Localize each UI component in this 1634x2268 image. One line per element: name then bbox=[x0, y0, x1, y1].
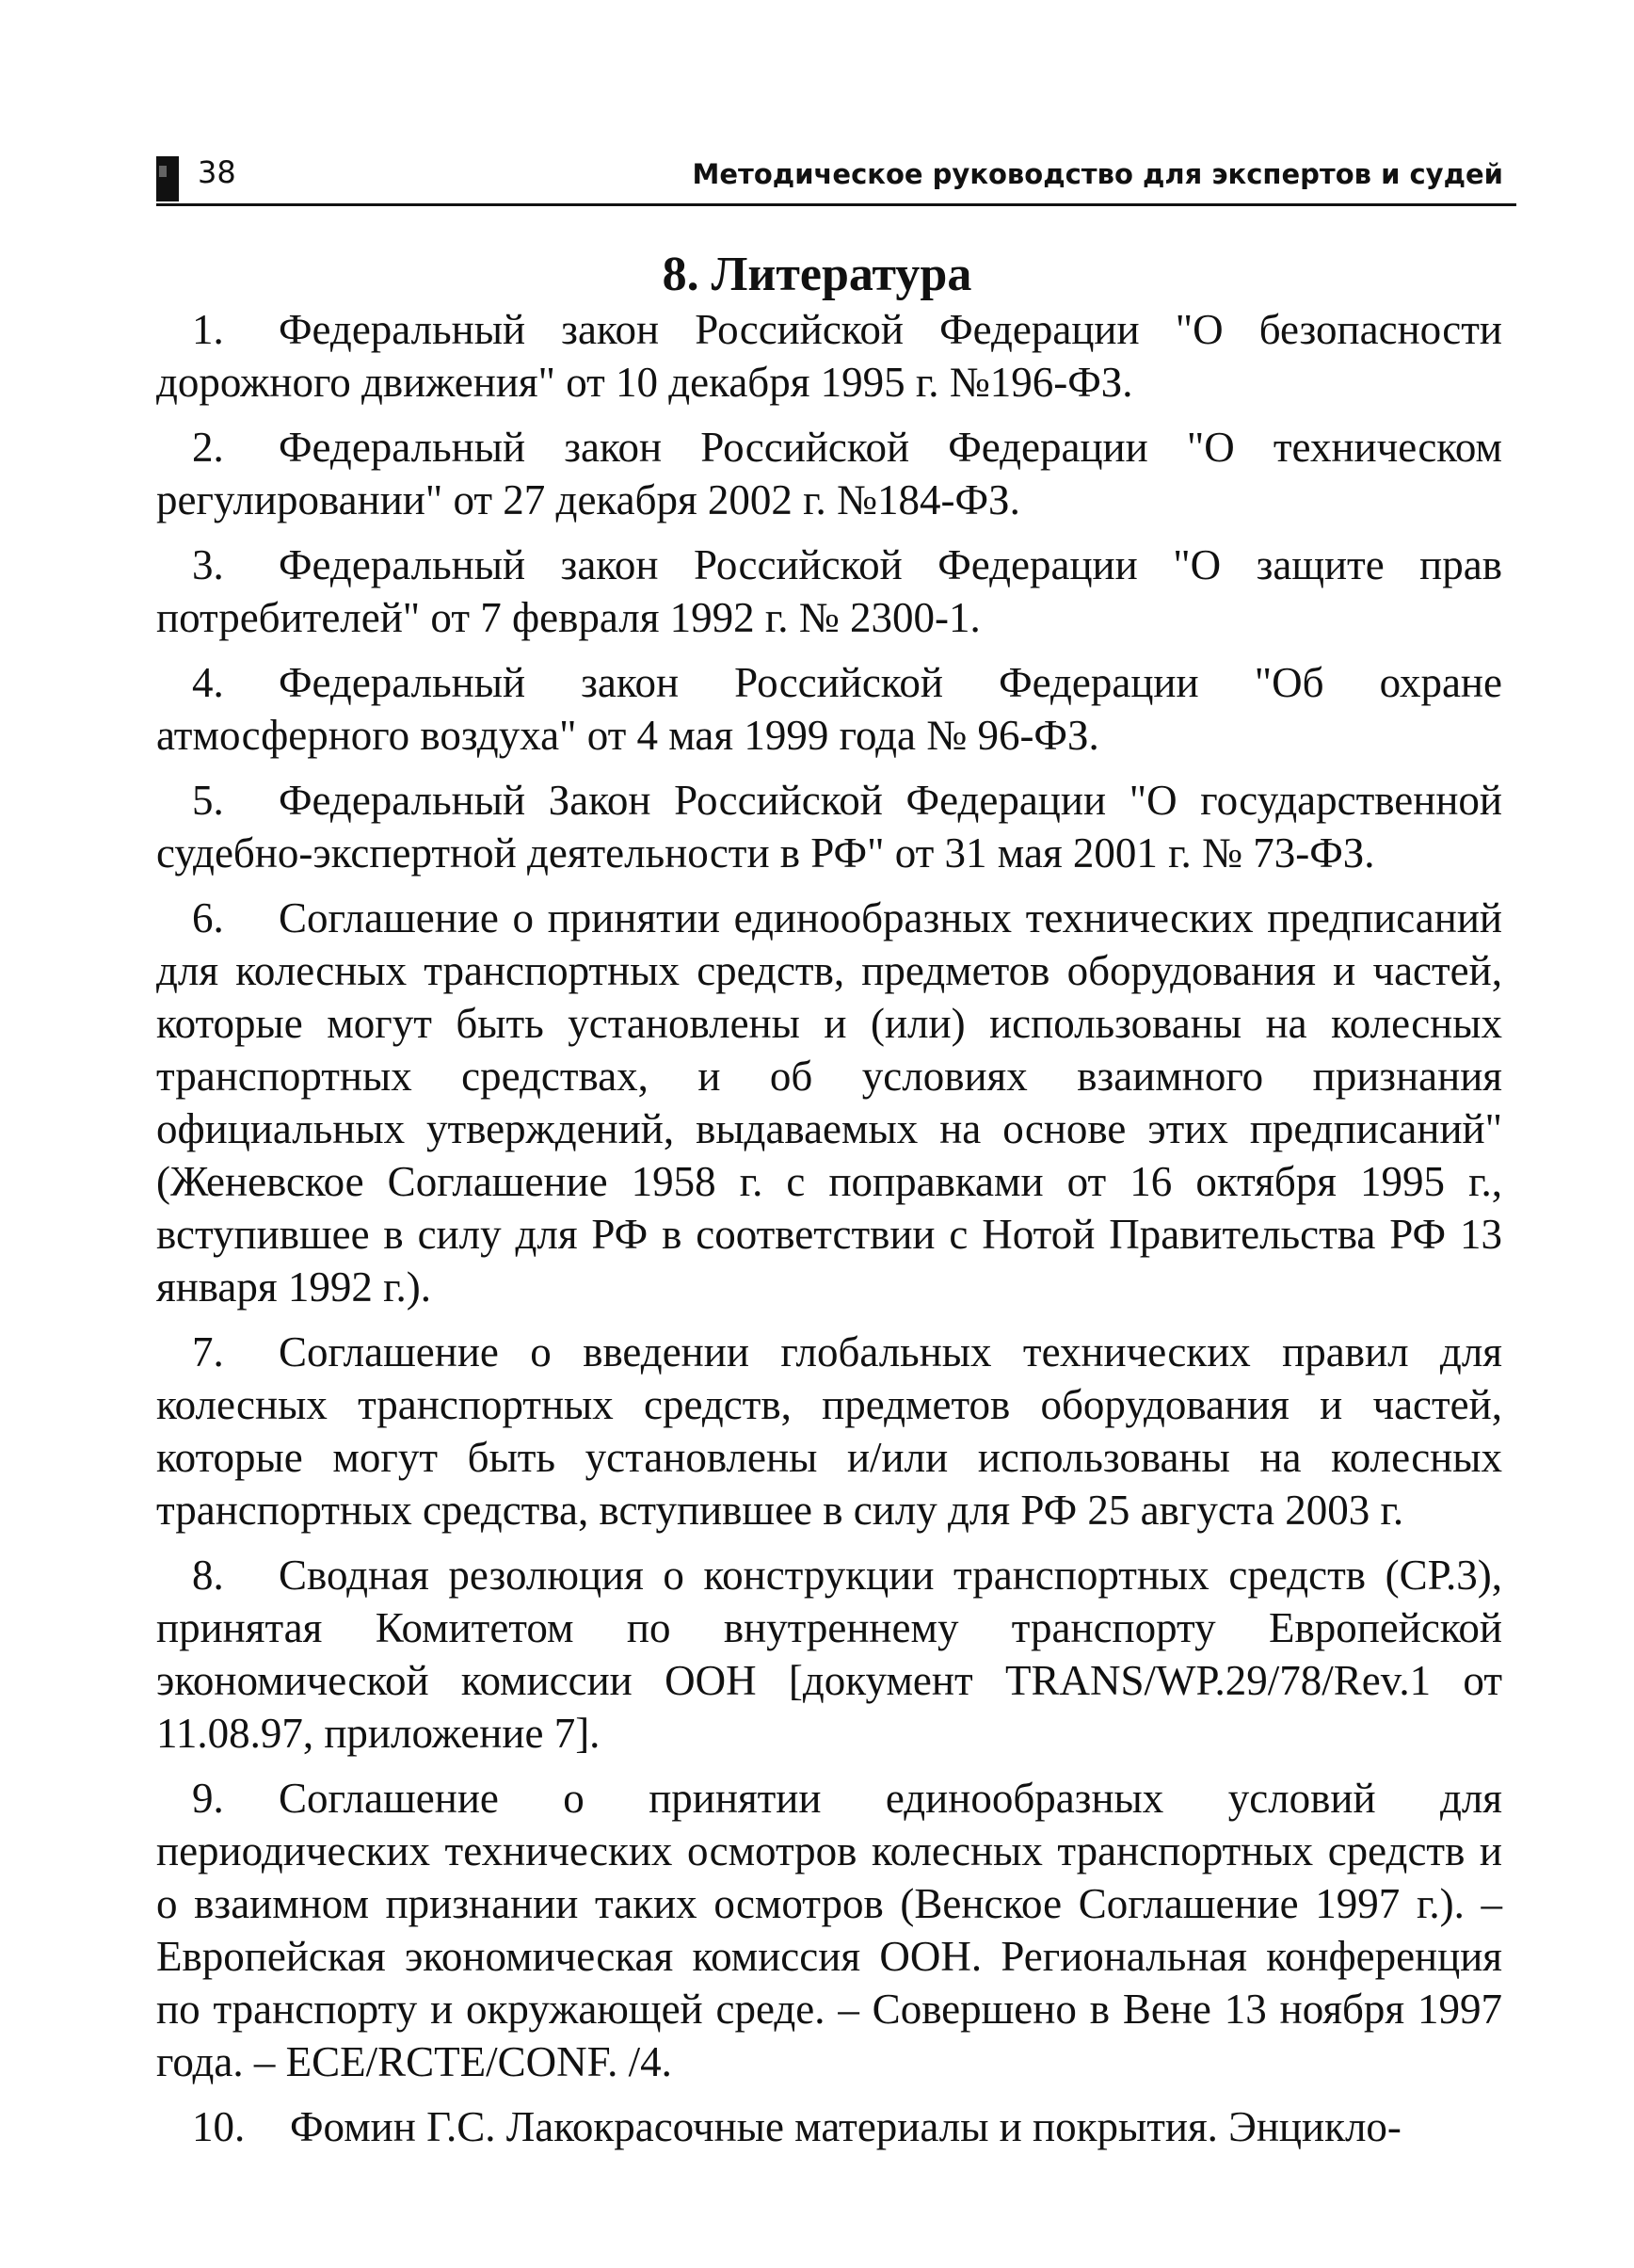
reference-item-7 bbox=[156, 1326, 1502, 1536]
reference-text: Федеральный закон Российской Федерации "О безопасности дорожного движения" от 10 декабря 1995 г. №196-ФЗ. bbox=[156, 306, 1502, 406]
reference-item-8 bbox=[156, 1549, 1502, 1760]
reference-text: Сводная резолюция о конструкции транспортных средств (СР.3), принятая Комитетом по внутреннему транспорту Европейской экономической комиссии ООН [документ TRANS/WP.29/78/Rev.1 от 11.08.97, приложение 7]. bbox=[156, 1552, 1502, 1757]
reference-number: 4. bbox=[192, 659, 224, 706]
reference-item-2 bbox=[156, 421, 1502, 526]
section-title: 8. Литература bbox=[662, 248, 972, 301]
page-header bbox=[156, 151, 1516, 209]
reference-number: 1. bbox=[192, 306, 224, 353]
reference-number: 2. bbox=[192, 424, 224, 471]
reference-item-10 bbox=[156, 2100, 1502, 2153]
reference-text: Соглашение о принятии единообразных технических предписаний для колесных транспортных средств, предметов оборудования и частей, которые могут быть установлены и (или) использованы на колесных транспортных средствах, и об условиях взаимного признания официальных утверждений, выдаваемых на основе этих предписаний" (Женевское Соглашение 1958 г. с поправками от 16 октября 1995 г., вступившее в силу для РФ в соответствии с Нотой Правительства РФ 13 января 1992 г.). bbox=[156, 894, 1502, 1311]
header-marker bbox=[156, 156, 179, 201]
reference-number: 5. bbox=[192, 777, 224, 824]
reference-item-1 bbox=[156, 303, 1502, 409]
reference-number: 9. bbox=[192, 1775, 224, 1822]
reference-number: 6. bbox=[192, 894, 224, 941]
reference-list bbox=[156, 303, 1502, 2165]
reference-number: 7. bbox=[192, 1328, 224, 1375]
reference-number: 10. bbox=[192, 2103, 246, 2150]
reference-text: Федеральный Закон Российской Федерации "О государственной судебно-экспертной деятельности в РФ" от 31 мая 2001 г. № 73-ФЗ. bbox=[156, 777, 1502, 877]
page-number: 38 bbox=[198, 154, 236, 190]
header-rule bbox=[156, 203, 1516, 206]
reference-number: 8. bbox=[192, 1552, 224, 1599]
reference-text: Федеральный закон Российской Федерации "О техническом регулировании" от 27 декабря 2002 г. №184-ФЗ. bbox=[156, 424, 1502, 523]
reference-text: Федеральный закон Российской Федерации "О защите прав потребителей" от 7 февраля 1992 г. № 2300-1. bbox=[156, 541, 1502, 641]
running-title: Методическое руководство для экспертов и судей bbox=[692, 158, 1503, 190]
reference-item-3 bbox=[156, 539, 1502, 644]
reference-item-6 bbox=[156, 892, 1502, 1313]
reference-number: 3. bbox=[192, 541, 224, 588]
reference-item-5 bbox=[156, 774, 1502, 879]
reference-item-9 bbox=[156, 1772, 1502, 2088]
reference-text: Фомин Г.С. Лакокрасочные материалы и покрытия. Энцикло- bbox=[290, 2103, 1402, 2150]
reference-text: Соглашение о введении глобальных технических правил для колесных транспортных средств, предметов оборудования и частей, которые могут быть установлены и/или использованы на колесных транспортных средства, вступившее в силу для РФ 25 августа 2003 г. bbox=[156, 1328, 1502, 1534]
reference-text: Федеральный закон Российской Федерации "Об охране атмосферного воздуха" от 4 мая 1999 года № 96-ФЗ. bbox=[156, 659, 1502, 759]
reference-text: Соглашение о принятии единообразных условий для периодических технических осмотров колесных транспортных средств и о взаимном признании таких осмотров (Венское Соглашение 1997 г.). – Европейская экономическая комиссия ООН. Региональная конференция по транспорту и окружающей среде. – Совершено в Вене 13 ноября 1997 года. – ECE/RCTE/CONF. /4. bbox=[156, 1775, 1502, 2085]
reference-item-4 bbox=[156, 656, 1502, 762]
